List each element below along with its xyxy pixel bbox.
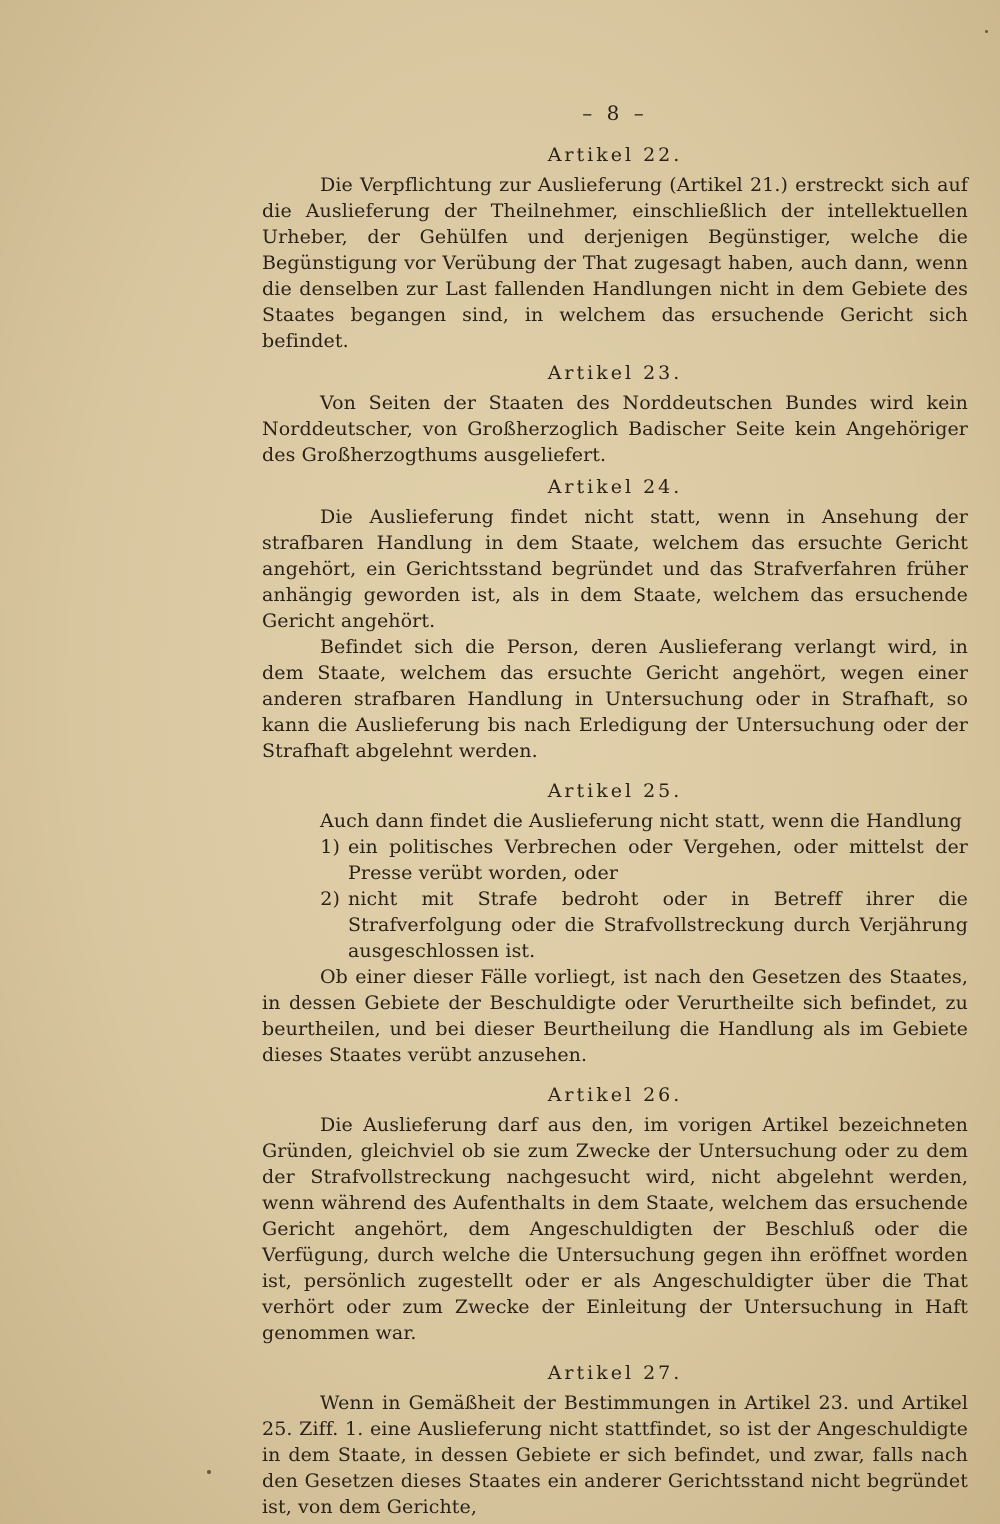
document-body — [262, 100, 968, 1520]
article-23 — [262, 360, 968, 468]
article-22 — [262, 142, 968, 354]
article-paragraph: Wenn in Gemäßheit der Bestimmungen in Artikel 23. und Artikel 25. Ziff. 1. eine Auslieferung nicht stattfindet, so ist der Angeschuldigte in dem Staate, in dessen Gebiete er sich befindet, und zwar, falls nach den Gesetzen dieses Staates ein anderer Gerichtsstand nicht begründet ist, von dem Gerichte, — [262, 1392, 968, 1518]
article-paragraph: Von Seiten der Staaten des Norddeutschen Bundes wird kein Norddeutscher, von Großherzoglich Badischer Seite kein Angehöriger des Großherzogthums ausgeliefert. — [262, 392, 968, 466]
article-25 — [262, 778, 968, 1068]
list-item-number: 1) — [320, 836, 340, 858]
article-heading: Artikel 26. — [547, 1084, 683, 1106]
article-27 — [262, 1360, 968, 1520]
article-heading: Artikel 24. — [547, 476, 683, 498]
list-item-text: nicht mit Strafe bedroht oder in Betreff ihrer die Strafverfolgung oder die Strafvollstreckung durch Verjährung ausgeschlossen ist. — [348, 888, 968, 962]
paper-speck — [985, 30, 988, 33]
article-heading: Artikel 27. — [547, 1362, 683, 1384]
article-heading: Artikel 25. — [547, 780, 683, 802]
article-paragraph: Die Auslieferung darf aus den, im vorigen Artikel bezeichneten Gründen, gleichviel ob sie zum Zwecke der Untersuchung oder zu dem der Strafvollstreckung nachgesucht wird, nicht abgelehnt werden, wenn während des Aufenthalts in dem Staate, welchem das ersuchende Gericht angehört, dem Angeschuldigten der Beschluß oder die Verfügung, durch welche die Untersuchung gegen ihn eröffnet worden ist, persönlich zugestellt oder er als Angeschuldigter über die That verhört oder zum Zwecke der Einleitung der Untersuchung in Haft genommen war. — [262, 1114, 968, 1344]
paper-speck — [207, 1470, 211, 1474]
article-paragraph: Die Auslieferung findet nicht statt, wenn in Ansehung der strafbaren Handlung in dem Staate, welchem das ersuchte Gericht angehört, ein Gerichtsstand begründet und das Strafverfahren früher anhängig geworden ist, als in dem Staate, welchem das ersuchende Gericht angehört. — [262, 506, 968, 632]
list-item — [262, 834, 968, 886]
article-intro: Auch dann findet die Auslieferung nicht statt, wenn die Handlung — [320, 810, 962, 832]
list-item — [262, 886, 968, 964]
article-24 — [262, 474, 968, 764]
article-paragraph: Die Verpflichtung zur Auslieferung (Artikel 21.) erstreckt sich auf die Auslieferung der Theilnehmer, einschließlich der intellektuellen Urheber, der Gehülfen und derjenigen Begünstiger, welche die Begünstigung vor Verübung der That zugesagt haben, auch dann, wenn die denselben zur Last fallenden Handlungen nicht in dem Gebiete des Staates begangen sind, in welchem das ersuchende Gericht sich befindet. — [262, 174, 968, 352]
article-paragraph: Befindet sich die Person, deren Auslieferang verlangt wird, in dem Staate, welchem das ersuchte Gericht angehört, wegen einer anderen strafbaren Handlung in Untersuchung oder in Strafhaft, so kann die Auslieferung bis nach Erledigung der Untersuchung oder der Strafhaft abgelehnt werden. — [262, 636, 968, 762]
article-paragraph: Ob einer dieser Fälle vorliegt, ist nach den Gesetzen des Staates, in dessen Gebiete der Beschuldigte oder Verurtheilte sich befindet, zu beurtheilen, und bei dieser Beurtheilung die Handlung als im Gebiete dieses Staates verübt anzusehen. — [262, 966, 968, 1066]
page-number: – 8 – — [582, 101, 648, 125]
article-heading: Artikel 23. — [547, 362, 683, 384]
article-26 — [262, 1082, 968, 1346]
list-item-number: 2) — [320, 888, 340, 910]
article-heading: Artikel 22. — [547, 144, 683, 166]
list-item-text: ein politisches Verbrechen oder Vergehen, oder mittelst der Presse verübt worden, oder — [348, 836, 968, 884]
